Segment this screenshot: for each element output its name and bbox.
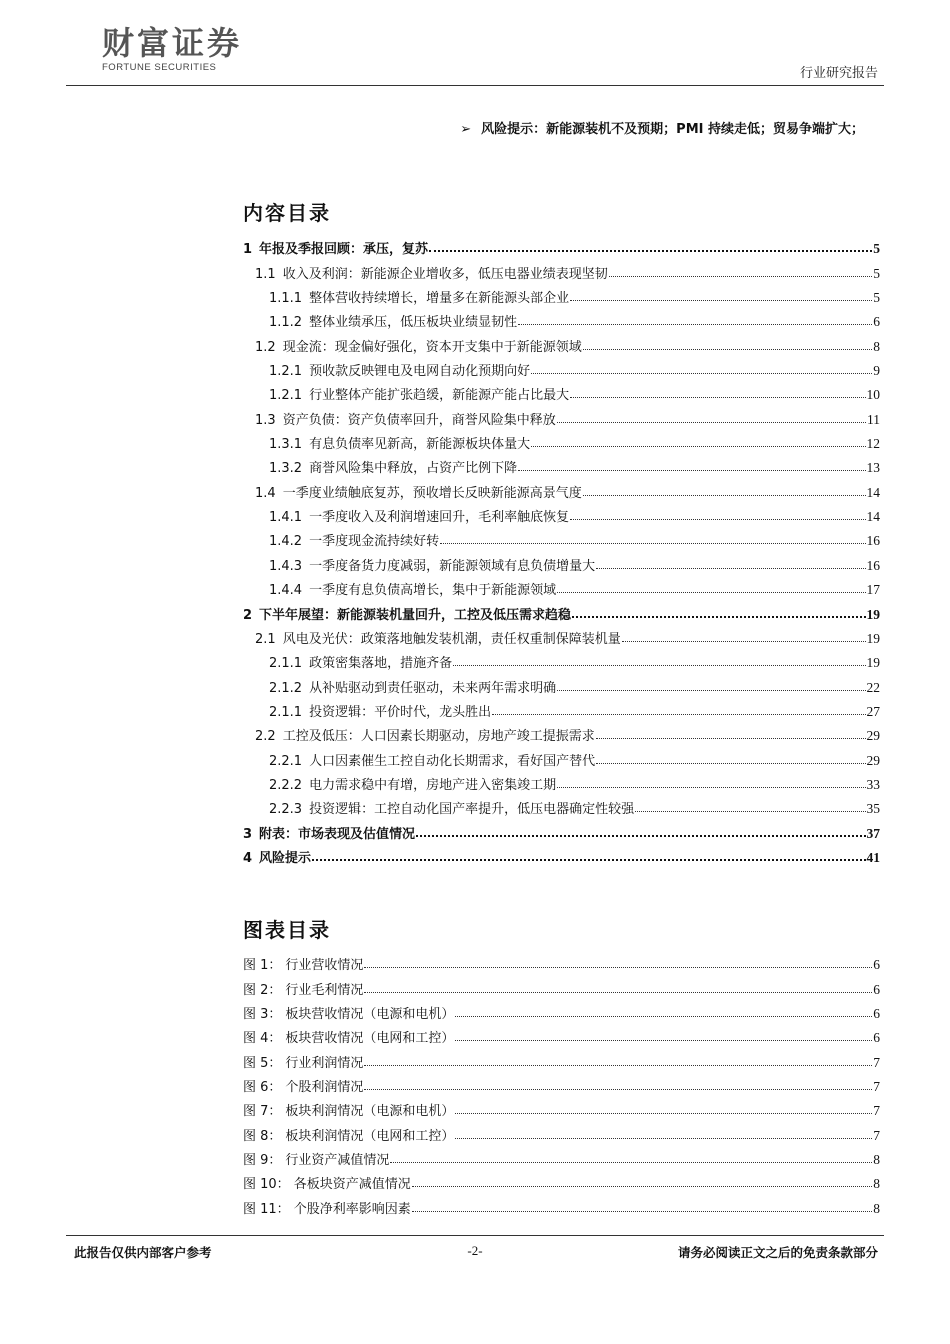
entry-label [243, 954, 363, 973]
entry-text: 板块营收情况（电源和电机） [285, 1007, 455, 1023]
footer-notice: 请务必阅读正文之后的免责条款部分 [677, 1245, 878, 1260]
toc-entry[interactable] [243, 403, 880, 427]
entry-label [243, 1027, 454, 1046]
entry-number: 1.2.1 [269, 364, 303, 380]
dot-leader [455, 1113, 872, 1114]
toc-entry[interactable] [243, 998, 880, 1022]
entry-text: 人口因素催生工控自动化长期需求，看好国产替代 [309, 753, 596, 769]
entry-label [243, 1149, 389, 1168]
dot-leader [557, 592, 865, 593]
entry-number: 1.3.1 [269, 437, 303, 453]
toc-entry[interactable] [243, 973, 880, 997]
toc-entry[interactable] [243, 1095, 880, 1119]
entry-text: 各板块资产减值情况 [293, 1177, 411, 1193]
entry-text: 收入及利润：新能源企业增收多，低压电器业绩表现坚韧 [282, 266, 608, 282]
dot-leader [492, 714, 865, 715]
entry-number: 2.1.1 [269, 656, 303, 672]
dot-leader [518, 470, 865, 471]
entry-page: 9 [873, 363, 880, 379]
entry-text: 行业毛利情况 [285, 982, 364, 998]
entry-page: 7 [873, 1054, 880, 1070]
dot-leader [572, 616, 865, 618]
toc-entry[interactable] [243, 598, 880, 622]
entry-label [243, 604, 571, 623]
entry-label [269, 774, 556, 793]
toc-entry[interactable] [243, 842, 880, 866]
entry-number: 1.2 [255, 339, 276, 355]
document-type: 行业研究报告 [799, 66, 878, 81]
toc-entry[interactable] [243, 1046, 880, 1070]
entry-label [243, 847, 311, 866]
entry-label [269, 384, 569, 403]
dot-leader [364, 992, 872, 993]
entry-number: 图 11： [243, 1201, 290, 1217]
entry-page: 6 [873, 1030, 880, 1046]
entry-page: 8 [873, 1176, 880, 1192]
entry-text: 一季度备货力度减弱，新能源领域有息负债增量大 [309, 558, 596, 574]
toc-entry[interactable] [243, 306, 880, 330]
toc-entry[interactable] [243, 428, 880, 452]
entry-label [269, 652, 452, 671]
dot-leader [570, 300, 872, 301]
entry-page: 22 [866, 679, 880, 695]
entry-page: 19 [866, 630, 880, 646]
toc-entry[interactable] [243, 793, 880, 817]
entry-label [243, 1125, 454, 1144]
entry-number: 1.3 [255, 412, 276, 428]
entry-number: 4 [243, 850, 253, 866]
entry-page: 6 [873, 981, 880, 997]
entry-label [269, 530, 439, 549]
entry-text: 从补贴驱动到责任驱动，未来两年需求明确 [309, 680, 557, 696]
table-of-contents [243, 233, 880, 866]
dot-leader [596, 763, 865, 764]
dot-leader [412, 1186, 873, 1187]
dot-leader [364, 967, 872, 968]
entry-number: 2.1.1 [269, 704, 303, 720]
entry-text: 有息负债率见新高，新能源板块体量大 [309, 437, 531, 453]
entry-text: 预收款反映锂电及电网自动化预期向好 [309, 364, 531, 380]
entry-page: 6 [873, 957, 880, 973]
dot-leader [453, 665, 865, 666]
entry-text: 行业整体产能扩张趋缓，新能源产能占比最大 [309, 388, 570, 404]
entry-number: 图 3： [243, 1007, 282, 1023]
toc-entry[interactable] [243, 1192, 880, 1216]
entry-number: 2.2.2 [269, 777, 303, 793]
entry-number: 1.4.1 [269, 510, 303, 526]
entry-page: 7 [873, 1127, 880, 1143]
dot-leader [364, 1089, 872, 1090]
toc-entry[interactable] [243, 1022, 880, 1046]
entry-page: 16 [866, 557, 880, 573]
entry-number: 图 9： [243, 1153, 282, 1169]
toc-entry[interactable] [243, 744, 880, 768]
dot-leader [622, 641, 866, 642]
entry-page: 14 [866, 509, 880, 525]
entry-number: 图 6： [243, 1080, 282, 1096]
dot-leader [596, 568, 865, 569]
entry-text: 一季度有息负债高增长，集中于新能源领域 [309, 583, 557, 599]
entry-number: 1 [243, 242, 253, 258]
entry-page: 8 [873, 1152, 880, 1168]
entry-number: 2.2 [255, 729, 276, 745]
entry-label [269, 360, 530, 379]
arrow-bullet-icon: ➢ [460, 122, 472, 137]
entry-label [269, 506, 569, 525]
logo-english: FORTUNE SECURITIES [102, 62, 217, 73]
footer-disclaimer: 此报告仅供内部客户参考 [74, 1245, 212, 1260]
entry-page: 14 [866, 484, 880, 500]
dot-leader [635, 811, 865, 812]
entry-label [243, 1100, 454, 1119]
dot-leader [531, 373, 872, 374]
entry-number: 图 7： [243, 1104, 282, 1120]
entry-number: 1.2.1 [269, 388, 303, 404]
toc-entry[interactable] [243, 452, 880, 476]
dot-leader [429, 250, 872, 252]
entry-label [255, 725, 595, 744]
entry-text: 现金流：现金偏好强化，资本开支集中于新能源领域 [282, 339, 582, 355]
entry-number: 1.4 [255, 485, 276, 501]
entry-number: 图 5： [243, 1055, 282, 1071]
toc-entry[interactable] [243, 1144, 880, 1168]
entry-text: 风险提示 [259, 850, 312, 866]
risk-notice [460, 118, 864, 137]
toc-entry[interactable] [243, 647, 880, 671]
logo-chinese: 财富证券 [102, 24, 243, 62]
entry-page: 37 [866, 825, 880, 841]
entry-page: 29 [866, 728, 880, 744]
header-divider [66, 85, 884, 86]
entry-text: 行业营收情况 [285, 958, 364, 974]
dot-leader [596, 738, 866, 739]
dot-leader [570, 519, 865, 520]
page-number: -2- [467, 1243, 483, 1258]
toc-entry[interactable] [243, 623, 880, 647]
entry-label [269, 701, 491, 720]
entry-text: 行业资产减值情况 [285, 1153, 390, 1169]
entry-text: 一季度业绩触底复苏，预收增长反映新能源高景气度 [282, 485, 582, 501]
entry-number: 2.1.2 [269, 680, 303, 696]
entry-page: 13 [866, 460, 880, 476]
toc-title: 内容目录 [243, 201, 331, 225]
entry-page: 5 [873, 290, 880, 306]
entry-number: 1.4.2 [269, 534, 303, 550]
entry-text: 行业利润情况 [285, 1055, 364, 1071]
entry-text: 资产负债：资产负债率回升，商誉风险集中释放 [282, 412, 556, 428]
entry-page: 10 [866, 387, 880, 403]
entry-number: 图 2： [243, 982, 282, 998]
dot-leader [364, 1065, 872, 1066]
entry-page: 8 [873, 338, 880, 354]
dot-leader [609, 276, 873, 277]
toc-entry[interactable] [243, 282, 880, 306]
footer-divider [66, 1235, 884, 1236]
entry-number: 图 10： [243, 1177, 290, 1193]
dot-leader [455, 1016, 872, 1017]
entry-label [269, 287, 569, 306]
toc-entry[interactable] [243, 769, 880, 793]
toc-entry[interactable] [243, 355, 880, 379]
toc-entry[interactable] [243, 817, 880, 841]
entry-label [269, 555, 595, 574]
dot-leader [416, 835, 865, 837]
toc-entry[interactable] [243, 257, 880, 281]
entry-page: 8 [873, 1200, 880, 1216]
dot-leader [455, 1138, 872, 1139]
entry-number: 2.1 [255, 631, 276, 647]
dot-leader [312, 859, 865, 861]
entry-page: 35 [866, 801, 880, 817]
company-logo [102, 26, 242, 73]
dot-leader [531, 446, 865, 447]
dot-leader [557, 690, 865, 691]
entry-text: 个股利润情况 [285, 1080, 364, 1096]
entry-number: 1.1.2 [269, 315, 303, 331]
toc-entry[interactable] [243, 233, 880, 257]
entry-number: 2.2.3 [269, 802, 303, 818]
toc-entry[interactable] [243, 501, 880, 525]
entry-label [255, 628, 621, 647]
figures-title: 图表目录 [243, 918, 331, 942]
entry-label [269, 311, 517, 330]
toc-entry[interactable] [243, 330, 880, 354]
entry-page: 41 [866, 849, 880, 865]
entry-number: 3 [243, 826, 253, 842]
entry-number: 图 8： [243, 1128, 282, 1144]
entry-text: 板块利润情况（电网和工控） [285, 1128, 455, 1144]
toc-entry[interactable] [243, 525, 880, 549]
entry-text: 政策密集落地，措施齐备 [309, 656, 453, 672]
dot-leader [518, 324, 872, 325]
dot-leader [390, 1162, 872, 1163]
dot-leader [583, 349, 873, 350]
toc-entry[interactable] [243, 476, 880, 500]
dot-leader [557, 787, 865, 788]
entry-page: 11 [867, 411, 880, 427]
toc-entry[interactable] [243, 720, 880, 744]
entry-label [269, 433, 530, 452]
entry-label [243, 1198, 411, 1217]
entry-number: 图 4： [243, 1031, 282, 1047]
entry-text: 下半年展望：新能源装机量回升，工控及低压需求趋稳 [259, 607, 572, 623]
entry-label [255, 409, 556, 428]
entry-text: 风电及光伏：政策落地触发装机潮，责任权重制保障装机量 [282, 631, 621, 647]
entry-number: 1.4.3 [269, 558, 303, 574]
entry-number: 1.4.4 [269, 583, 303, 599]
entry-label [243, 1052, 363, 1071]
entry-page: 27 [866, 703, 880, 719]
entry-text: 商誉风险集中释放，占资产比例下降 [309, 461, 518, 477]
toc-entry[interactable] [243, 1071, 880, 1095]
entry-page: 16 [866, 533, 880, 549]
toc-entry[interactable] [243, 671, 880, 695]
entry-label [255, 263, 608, 282]
entry-page: 6 [873, 1006, 880, 1022]
entry-label [269, 457, 517, 476]
entry-label [243, 1076, 363, 1095]
entry-text: 板块利润情况（电源和电机） [285, 1104, 455, 1120]
toc-entry[interactable] [243, 696, 880, 720]
toc-entry[interactable] [243, 1168, 880, 1192]
entry-text: 电力需求稳中有增，房地产进入密集竣工期 [309, 777, 557, 793]
dot-leader [440, 543, 865, 544]
entry-label [269, 677, 556, 696]
entry-text: 年报及季报回顾：承压，复苏 [259, 242, 429, 258]
dot-leader [412, 1211, 873, 1212]
entry-page: 29 [866, 752, 880, 768]
dot-leader [583, 495, 866, 496]
entry-text: 投资逻辑：工控自动化国产率提升，低压电器确定性较强 [309, 802, 635, 818]
entry-label [255, 482, 582, 501]
entry-label [243, 1003, 454, 1022]
entry-text: 工控及低压：人口因素长期驱动，房地产竣工提振需求 [282, 729, 595, 745]
risk-text: 风险提示：新能源装机不及预期；PMI 持续走低；贸易争端扩大； [481, 122, 864, 137]
entry-page: 7 [873, 1103, 880, 1119]
entry-label [243, 979, 363, 998]
list-of-figures [243, 949, 880, 1217]
entry-number: 1.1 [255, 266, 276, 282]
entry-label [269, 750, 595, 769]
entry-label [243, 823, 415, 842]
entry-text: 附表：市场表现及估值情况 [259, 826, 416, 842]
entry-number: 图 1： [243, 958, 282, 974]
entry-number: 1.1.1 [269, 291, 303, 307]
entry-text: 整体营收持续增长，增量多在新能源头部企业 [309, 291, 570, 307]
entry-number: 1.3.2 [269, 461, 303, 477]
entry-page: 33 [866, 776, 880, 792]
entry-number: 2.2.1 [269, 753, 303, 769]
entry-page: 17 [866, 582, 880, 598]
entry-page: 5 [873, 265, 880, 281]
toc-entry[interactable] [243, 1119, 880, 1143]
entry-label [269, 798, 634, 817]
entry-label [243, 238, 428, 257]
dot-leader [455, 1040, 872, 1041]
dot-leader [557, 422, 866, 423]
dot-leader [570, 397, 865, 398]
toc-entry[interactable] [243, 574, 880, 598]
entry-page: 5 [873, 241, 880, 257]
entry-text: 投资逻辑：平价时代，龙头胜出 [309, 704, 492, 720]
entry-label [255, 336, 582, 355]
toc-entry[interactable] [243, 949, 880, 973]
entry-page: 7 [873, 1079, 880, 1095]
entry-page: 19 [866, 606, 880, 622]
entry-text: 整体业绩承压，低压板块业绩显韧性 [309, 315, 518, 331]
entry-text: 一季度现金流持续好转 [309, 534, 440, 550]
toc-entry[interactable] [243, 379, 880, 403]
entry-number: 2 [243, 607, 253, 623]
entry-text: 一季度收入及利润增速回升，毛利率触底恢复 [309, 510, 570, 526]
entry-page: 6 [873, 314, 880, 330]
entry-label [269, 579, 556, 598]
entry-label [243, 1173, 411, 1192]
entry-page: 19 [866, 655, 880, 671]
entry-page: 12 [866, 436, 880, 452]
toc-entry[interactable] [243, 549, 880, 573]
entry-text: 个股净利率影响因素 [293, 1201, 411, 1217]
entry-text: 板块营收情况（电网和工控） [285, 1031, 455, 1047]
